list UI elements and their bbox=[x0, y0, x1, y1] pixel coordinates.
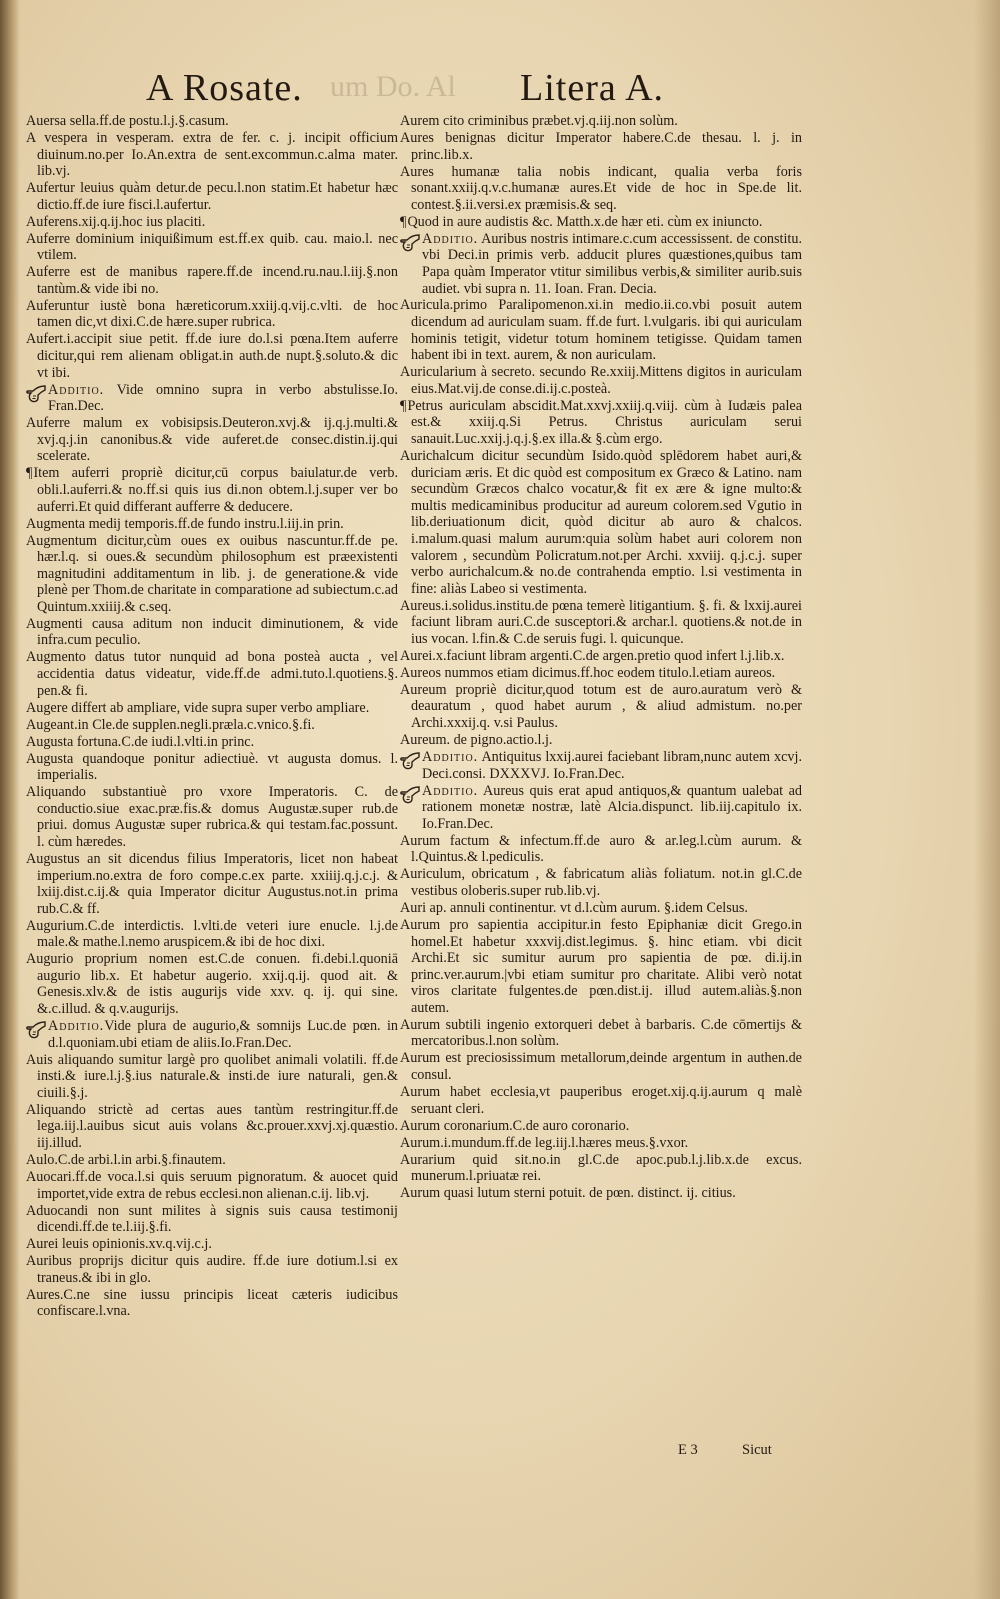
glossary-entry: Aliquando substantiuè pro vxore Imperatoris. C. de conductio.siue exac.præ.fis.& domus Augustæ.super rub.de priui. domus Augustæ super rubrica.& qui testam.fac.possunt. l. cùm hæredes. bbox=[26, 784, 398, 850]
addition-label: Additio. bbox=[48, 381, 105, 398]
glossary-entry: Aliquando strictè ad certas aues tantùm restringitur.ff.de lega.iij.l.auibus sicut auis volans &c.prouer.xxvj.xj.quæstio. iij.illud. bbox=[26, 1101, 398, 1151]
right-column bbox=[400, 113, 802, 1202]
pointing-hand-icon bbox=[398, 231, 422, 255]
glossary-entry: Aduocandi non sunt milites à signis suis causa testimonij dicendi.ff.de te.l.iij.§.fi. bbox=[26, 1202, 398, 1236]
glossary-entry: Aurichalcum dicitur secundùm Isido.quòd splēdorem habet auri,& duriciam æris. Et dic quòd est compositum ex Græco & Latino. nam secundùm Græcos chalco vocatur,& fit ex ære & igne multo:& multis medicaminibus producitur ad aureum colorem.sed Vgutio in lib.deriuationum dicit, quòd dicitur ab auro & chalcos. i.malum.quasi malum aurum:quia solùm habet auri colorem non valorem , secundùm Policratum.not.per Archi. xxviij. q.j.c.j. super verbo aurichalcum.& no.de contrahenda emptio. l.si vestimenta in fine: aliàs Labeo si vestimenta. bbox=[400, 448, 802, 597]
addition-note bbox=[400, 231, 802, 297]
addition-text: Vide omnino supra in verbo abstulisse.Io. Fran.Dec. bbox=[48, 381, 398, 415]
glossary-entry: Auferre malum ex vobisipsis.Deuteron.xvj.& ij.q.j.multi.& xvj.q.j.in canonibus.& vide auferet.de consec.distin.ij.qui scelerate. bbox=[26, 415, 398, 465]
glossary-entry: Aurum factum & infectum.ff.de auro & ar.leg.l.cùm aurum. & l.Quintus.& l.pediculis. bbox=[400, 832, 802, 866]
glossary-entry: Aurum quasi lutum sterni potuit. de pœn. distinct. ij. citius. bbox=[400, 1185, 736, 1202]
pointing-hand-icon bbox=[24, 1018, 48, 1042]
glossary-entry: Augeant.in Cle.de supplen.negli.præla.c.vnico.§.fi. bbox=[26, 716, 315, 733]
glossary-entry: Augusta fortuna.C.de iudi.l.vlti.in princ. bbox=[26, 733, 255, 750]
glossary-entry: Aurum habet ecclesia,vt pauperibus eroget.xij.q.ij.aurum q malè seruant cleri. bbox=[400, 1084, 802, 1117]
pointing-hand-icon bbox=[398, 783, 422, 807]
glossary-entry: Aureum. de pigno.actio.l.j. bbox=[400, 732, 553, 749]
glossary-entry: Augusta quandoque ponitur adiectiuè. vt augusta domus. l. imperialis. bbox=[26, 750, 398, 784]
addition-label: Additio. bbox=[422, 782, 479, 799]
running-head-left: A Rosate. bbox=[146, 67, 303, 109]
glossary-entry: Aufertur leuius quàm detur.de pecu.l.non statim.Et habetur hæc dictio.ff.de iure fisci.l.aufertur. bbox=[26, 180, 398, 213]
glossary-entry: Auersa sella.ff.de postu.l.j.§.casum. bbox=[26, 113, 229, 129]
glossary-entry: Aurum.i.mundum.ff.de leg.iij.l.hæres meus.§.vxor. bbox=[400, 1134, 689, 1151]
glossary-entry: Auribus proprijs dicitur quis audire. ff.de iure dotium.l.si ex traneus.& ibi in glo. bbox=[26, 1253, 398, 1286]
addition-note bbox=[400, 749, 802, 782]
glossary-entry: Augustus an sit dicendus filius Imperatoris, licet non habeat imperium.no.extra de foro compe.c.ex parte. xxiiij.q.j.c.j. & lxiij.dist.c.ij.& quia Imperator dicitur Augustus.not.in prima rub.C.& ff. bbox=[26, 850, 398, 917]
glossary-entry: Auocari.ff.de voca.l.si quis seruum pignoratum. & auocet quid importet,vide extra de rebus ecclesi.non alienan.c.ij. lib.vj. bbox=[26, 1168, 398, 1202]
glossary-entry: Auri ap. annuli continentur. vt d.l.cùm aurum. §.idem Celsus. bbox=[400, 899, 748, 916]
addition-label: Additio. bbox=[422, 749, 479, 766]
binding-gutter bbox=[0, 0, 20, 1599]
glossary-entry: Augurium.C.de interdictis. l.vlti.de veteri iure enucle. l.j.de male.& mathe.l.nemo aruspicem.& ibi de hoc dixi. bbox=[26, 917, 398, 951]
addition-text: Aureus quis erat apud antiquos,& quantum ualebat ad rationem monetæ nostræ, latè Alcia.dispunct. lib.iij.capitulo ix. Io.Fran.Dec. bbox=[422, 782, 802, 832]
glossary-entry: ¶ Petrus auriculam abscidit.Mat.xxvj.xxiij.q.viij. cùm à Iudæis palea est.& xxiij.q.Si Petrus. Christus auriculam serui sanauit.Luc.xxij.j.q.j.§.ex illa.& §.cùm ergo. bbox=[400, 398, 802, 448]
addition-label: Additio. bbox=[422, 230, 479, 247]
pointing-hand-icon bbox=[398, 749, 422, 773]
glossary-entry: Auferre dominium iniquißimum est.ff.ex quib. cau. maio.l. nec vtilem. bbox=[26, 230, 398, 264]
glossary-entry: Aufert.i.accipit siue petit. ff.de iure do.l.si pœna.Item auferre dicitur,qui rem alienam obligat.in auth.de nupt.§.soluto.& dic vt ibi. bbox=[26, 331, 398, 381]
glossary-entry: Aurei leuis opinionis.xv.q.vij.c.j. bbox=[26, 1236, 212, 1253]
glossary-entry: Augurio proprium nomen est.C.de conuen. fi.debi.l.quoniā augurio lib.x. Et habetur augerio. xxij.q.ij. quod ait. & Genesis.xlv.& de istis augurijs vide xxv. q. ij. qui sine. &.c.illud. & q.v.augurijs. bbox=[26, 951, 398, 1018]
glossary-entry: Auferens.xij.q.ij.hoc ius placiti. bbox=[26, 213, 206, 230]
signature-mark: E 3 bbox=[678, 1442, 698, 1458]
glossary-entry: Aureum propriè dicitur,quod totum est de auro.auratum verò & deauratum , quod habet aurum , & aliud admistum. no.per Archi.xxxij.q. v.si Paulus. bbox=[400, 681, 802, 732]
page-edge bbox=[974, 0, 1000, 1599]
glossary-entry: Auferuntur iustè bona hæreticorum.xxiij.q.vij.c.vlti. de hoc tamen dic,vt dixi.C.de hære.super rubrica. bbox=[26, 297, 398, 331]
addition-text: Auribus nostris intimare.c.cum accessissent. de constitu. vbi Deci.in primis verb. adducit plures quæstiones,quibus tam Papa quàm Imperator vtitur similibus verbis,& similiter aurib.suis audiet. vbi supra n. 11. Ioan. Fran. Decia. bbox=[422, 230, 802, 297]
glossary-entry: Aurem cito criminibus præbet.vj.q.iij.non solùm. bbox=[400, 113, 678, 129]
addition-label: Additio. bbox=[48, 1018, 105, 1035]
running-head-right: Litera A. bbox=[520, 67, 665, 109]
glossary-entry: Augmentum dicitur,cùm oues ex ouibus nascuntur.ff.de pe. hær.l.q. si oues.& secundùm philosophum est præexistenti magnitudini additamentum in lib. j. de generatione.& vide plenè per Thom.de charitate in comparatione ad subiectum.c.ad Quintum.xxiiij.& c.seq. bbox=[26, 532, 398, 615]
glossary-entry: Aureus.i.solidus.institu.de pœna temerè litigantium. §. fi. & lxxij.aurei faciunt libram auri.C.de susceptori.& archar.l. quotiens.& not.de in ius vocan. l.fin.& C.de seruis fugi. l. quicunque. bbox=[400, 597, 802, 647]
glossary-entry: Augmenta medij temporis.ff.de fundo instru.l.iij.in prin. bbox=[26, 515, 344, 532]
glossary-entry: Aurum subtili ingenio extorqueri debet à barbaris. C.de cōmertijs & mercatoribus.l.non solùm. bbox=[400, 1016, 802, 1050]
glossary-entry: Auferre est de manibus rapere.ff.de incend.ru.nau.l.iij.§.non tantùm.& vide ibi no. bbox=[26, 264, 398, 297]
glossary-entry: Aurum pro sapientia accipitur.in festo Epiphaniæ dicit Grego.in homel.Et habetur xxxvij.dist.legimus. §. hinc etiam. vbi dicit Archi.Et sic sumitur aurum pro sapientia de pœ. di.ij.in princ.ver.aurum.|vbi etiam sumitur pro charitate. Alibi verò notat viros claritate fulgentes.de pœn.dist.ij. illud autem.aliàs.§.non autem. bbox=[400, 916, 802, 1016]
pointing-hand-icon bbox=[24, 382, 48, 406]
addition-note bbox=[26, 1018, 398, 1051]
glossary-entry: Aurarium quid sit.no.in gl.C.de apoc.pub.l.j.lib.x.de excus. munerum.l.priuatæ rei. bbox=[400, 1151, 802, 1185]
left-column bbox=[26, 113, 398, 1320]
glossary-entry: Augmenti causa aditum non inducit diminutionem, & vide infra.cum peculio. bbox=[26, 615, 398, 649]
glossary-entry: Aures.C.ne sine iussu principis liceat cæteris iudicibus confiscare.l.vna. bbox=[26, 1286, 398, 1320]
glossary-entry: Auis aliquando sumitur largè pro quolibet animali volatili. ff.de insti.& iure.l.j.§.ius naturale.& insti.de iure naturali, gen.& ciuili.§.j. bbox=[26, 1051, 398, 1101]
addition-note bbox=[400, 783, 802, 833]
glossary-entry: ¶ Quod in aure audistis &c. Matth.x.de hær eti. cùm ex iniuncto. bbox=[400, 214, 802, 231]
glossary-entry: Aulo.C.de arbi.l.in arbi.§.finautem. bbox=[26, 1151, 226, 1168]
catchword: Sicut bbox=[742, 1442, 772, 1458]
bleed-through-text: um Do. Al bbox=[330, 70, 456, 103]
glossary-entry: Aureos nummos etiam dicimus.ff.hoc eodem titulo.l.etiam aureos. bbox=[400, 664, 776, 681]
glossary-entry: Augmento datus tutor nunquid ad bona posteà aucta , vel accidentia datus videatur, vide.ff.de admi.tuto.l.quotiens.§. pen.& fi. bbox=[26, 649, 398, 699]
glossary-entry: A vespera in vesperam. extra de fer. c. j. incipit officium diuinum.no.per Io.An.extra de sent.excommun.c.alma mater. lib.vj. bbox=[26, 129, 398, 180]
glossary-entry: Auriculum, obricatum , & fabricatum aliàs foliatum. not.in gl.C.de vestibus oloberis.super rub.lib.vj. bbox=[400, 866, 802, 899]
glossary-entry: Aurum coronarium.C.de auro coronario. bbox=[400, 1117, 630, 1134]
glossary-entry: Auricularium à secreto. secundo Re.xxiij.Mittens digitos in auriculam eius.Mat.vij.de conse.di.ij.c.posteà. bbox=[400, 364, 802, 397]
addition-note bbox=[26, 382, 398, 415]
glossary-entry: Aures humanæ talia nobis indicant, qualia verba foris sonant.xxiij.q.v.c.humanæ aures.Et vide de hoc in Spe.de lit. contest.§.ii.versi.ex præmisis.& seq. bbox=[400, 163, 802, 213]
addition-text: Antiquitus lxxij.aurei faciebant libram,nunc autem xcvj. Deci.consi. DXXXVJ. Io.Fran.Dec. bbox=[422, 749, 802, 782]
glossary-entry: Aurei.x.faciunt libram argenti.C.de argen.pretio quod infert l.j.lib.x. bbox=[400, 647, 785, 664]
glossary-entry: Aurum est preciosissimum metallorum,deinde argentum in authen.de consul. bbox=[400, 1050, 802, 1084]
addition-text: Vide plura de augurio,& somnijs Luc.de pœn. in d.l.quoniam.ubi etiam de aliis.Io.Fran.Dec. bbox=[48, 1018, 398, 1051]
glossary-entry: ¶ Item auferri propriè dicitur,cū corpus baiulatur.de verb. obli.l.auferri.& no.ff.si quis ius di.non obtem.l.j.super ver bo auferri.Et quid differant aufferre & deducere. bbox=[26, 465, 398, 515]
glossary-entry: Augere differt ab ampliare, vide supra super verbo ampliare. bbox=[26, 699, 370, 716]
glossary-entry: Auricula.primo Paralipomenon.xi.in medio.ii.co.vbi posuit autem dicendum ad auriculam suam. ff.de furt. l.vulgaris. ibi qui auriculam hominis tetigit, videtur totum hominem tetigisse. Quidam tamen habent ibi in text. aurem, & non auriculam. bbox=[400, 297, 802, 364]
glossary-entry: Aures benignas dicitur Imperator habere.C.de thesau. l. j. in princ.lib.x. bbox=[400, 129, 802, 163]
